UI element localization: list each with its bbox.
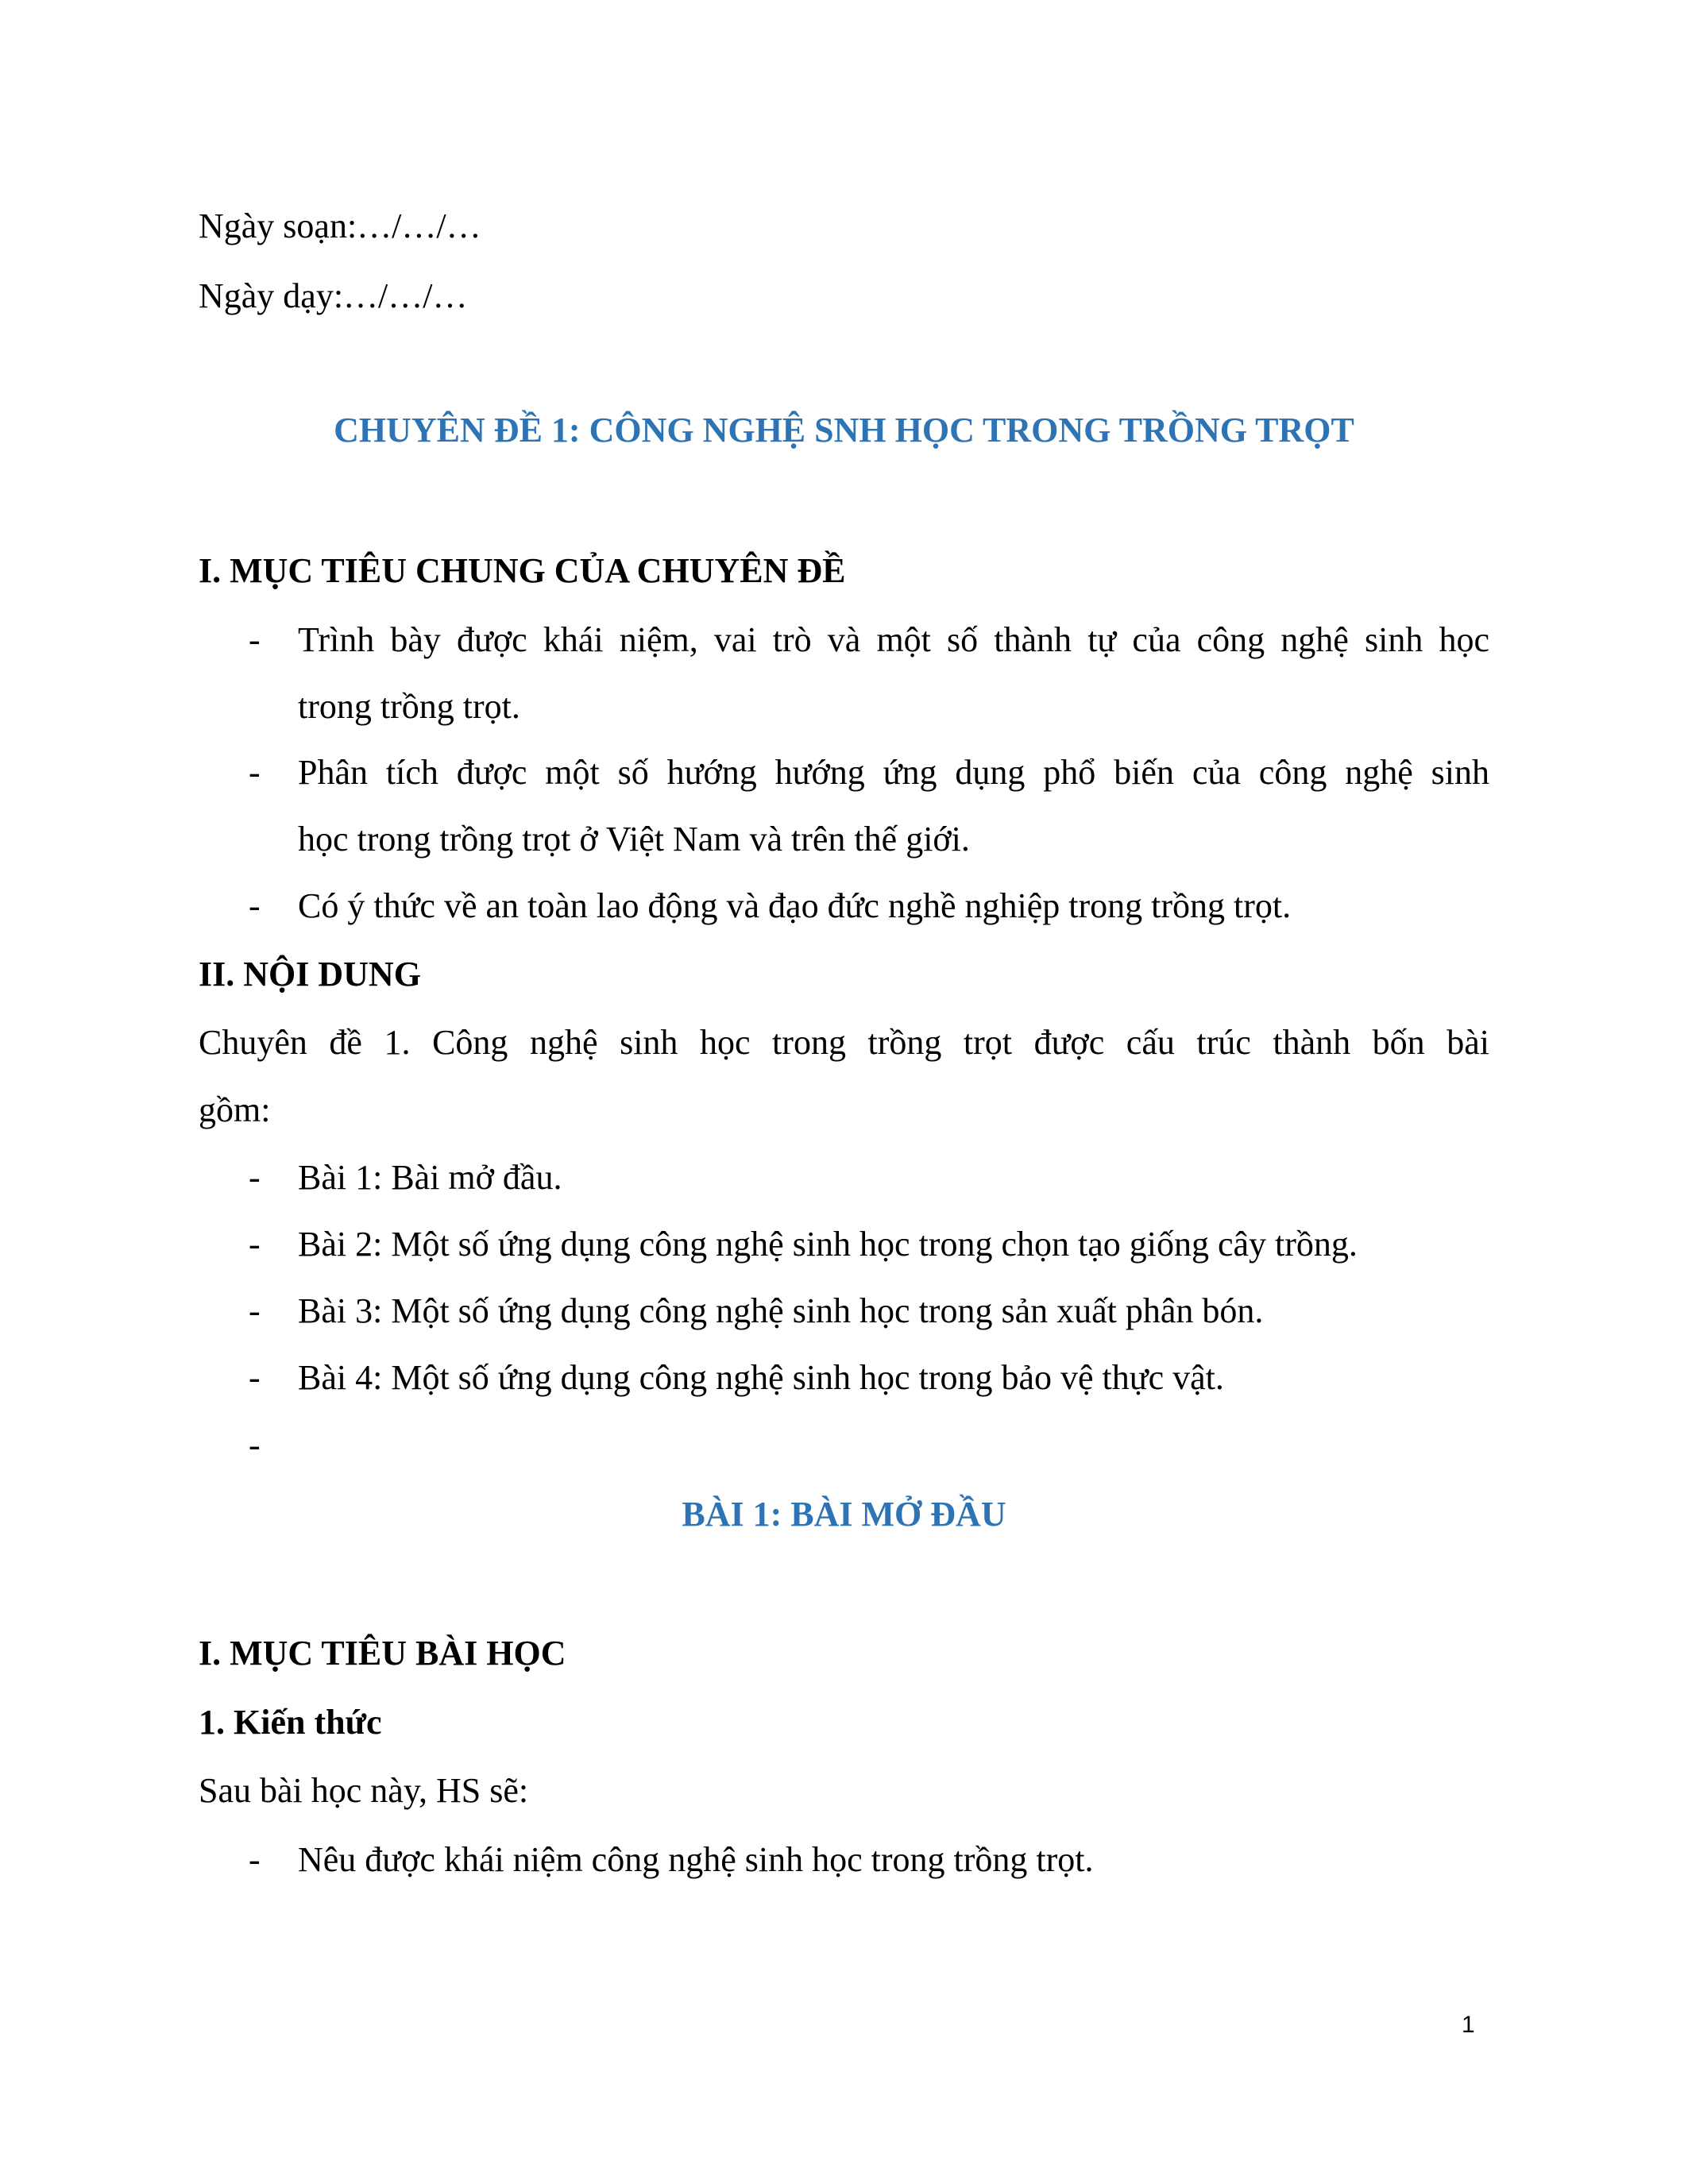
lesson-title: BÀI 1: BÀI MỞ ĐẦU bbox=[682, 1495, 1006, 1534]
lesson-subheading: 1. Kiến thức bbox=[199, 1703, 382, 1742]
section1-item-1-line2: trong trồng trọt. bbox=[298, 687, 520, 726]
section2-item-4: Bài 4: Một số ứng dụng công nghệ sinh học trong bảo vệ thực vật. bbox=[298, 1358, 1224, 1397]
section1-item-2-line2: học trong trồng trọt ở Việt Nam và trên thế giới. bbox=[298, 820, 970, 859]
lesson-intro: Sau bài học này, HS sẽ: bbox=[199, 1771, 529, 1810]
section2-intro-line2: gồm: bbox=[199, 1090, 271, 1129]
section2-item-3: Bài 3: Một số ứng dụng công nghệ sinh học trong sản xuất phân bón. bbox=[298, 1291, 1264, 1330]
bullet-dash: - bbox=[249, 1225, 261, 1264]
bullet-dash: - bbox=[249, 1158, 261, 1197]
section1-item-1-line1: Trình bày được khái niệm, vai trò và một số thành tự của công nghệ sinh học bbox=[298, 620, 1489, 659]
section1-item-3: Có ý thức về an toàn lao động và đạo đức nghề nghiệp trong trồng trọt. bbox=[298, 886, 1292, 925]
bullet-dash: - bbox=[249, 886, 261, 925]
section2-heading: II. NỘI DUNG bbox=[199, 955, 421, 994]
bullet-dash: - bbox=[249, 1426, 261, 1464]
section1-heading: I. MỤC TIÊU CHUNG CỦA CHUYÊN ĐỀ bbox=[199, 551, 846, 590]
section1-item-2-line1: Phân tích được một số hướng hướng ứng dụng phổ biến của công nghệ sinh bbox=[298, 753, 1489, 792]
bullet-dash: - bbox=[249, 1840, 261, 1879]
section2-intro-line1: Chuyên đề 1. Công nghệ sinh học trong trồng trọt được cấu trúc thành bốn bài bbox=[199, 1023, 1489, 1062]
bullet-dash: - bbox=[249, 1291, 261, 1330]
bullet-dash: - bbox=[249, 620, 261, 659]
prepare-date: Ngày soạn:…/…/… bbox=[199, 206, 481, 245]
lesson-heading: I. MỤC TIÊU BÀI HỌC bbox=[199, 1634, 566, 1673]
bullet-dash: - bbox=[249, 1358, 261, 1397]
page-number: 1 bbox=[1462, 2012, 1475, 2038]
topic-title: CHUYÊN ĐỀ 1: CÔNG NGHỆ SNH HỌC TRONG TRỒNG TRỌT bbox=[334, 411, 1354, 450]
lesson-item-1: Nêu được khái niệm công nghệ sinh học trong trồng trọt. bbox=[298, 1840, 1094, 1879]
bullet-dash: - bbox=[249, 753, 261, 792]
section2-item-2: Bài 2: Một số ứng dụng công nghệ sinh học trong chọn tạo giống cây trồng. bbox=[298, 1225, 1358, 1264]
teach-date: Ngày dạy:…/…/… bbox=[199, 276, 468, 315]
section2-item-1: Bài 1: Bài mở đầu. bbox=[298, 1158, 562, 1197]
